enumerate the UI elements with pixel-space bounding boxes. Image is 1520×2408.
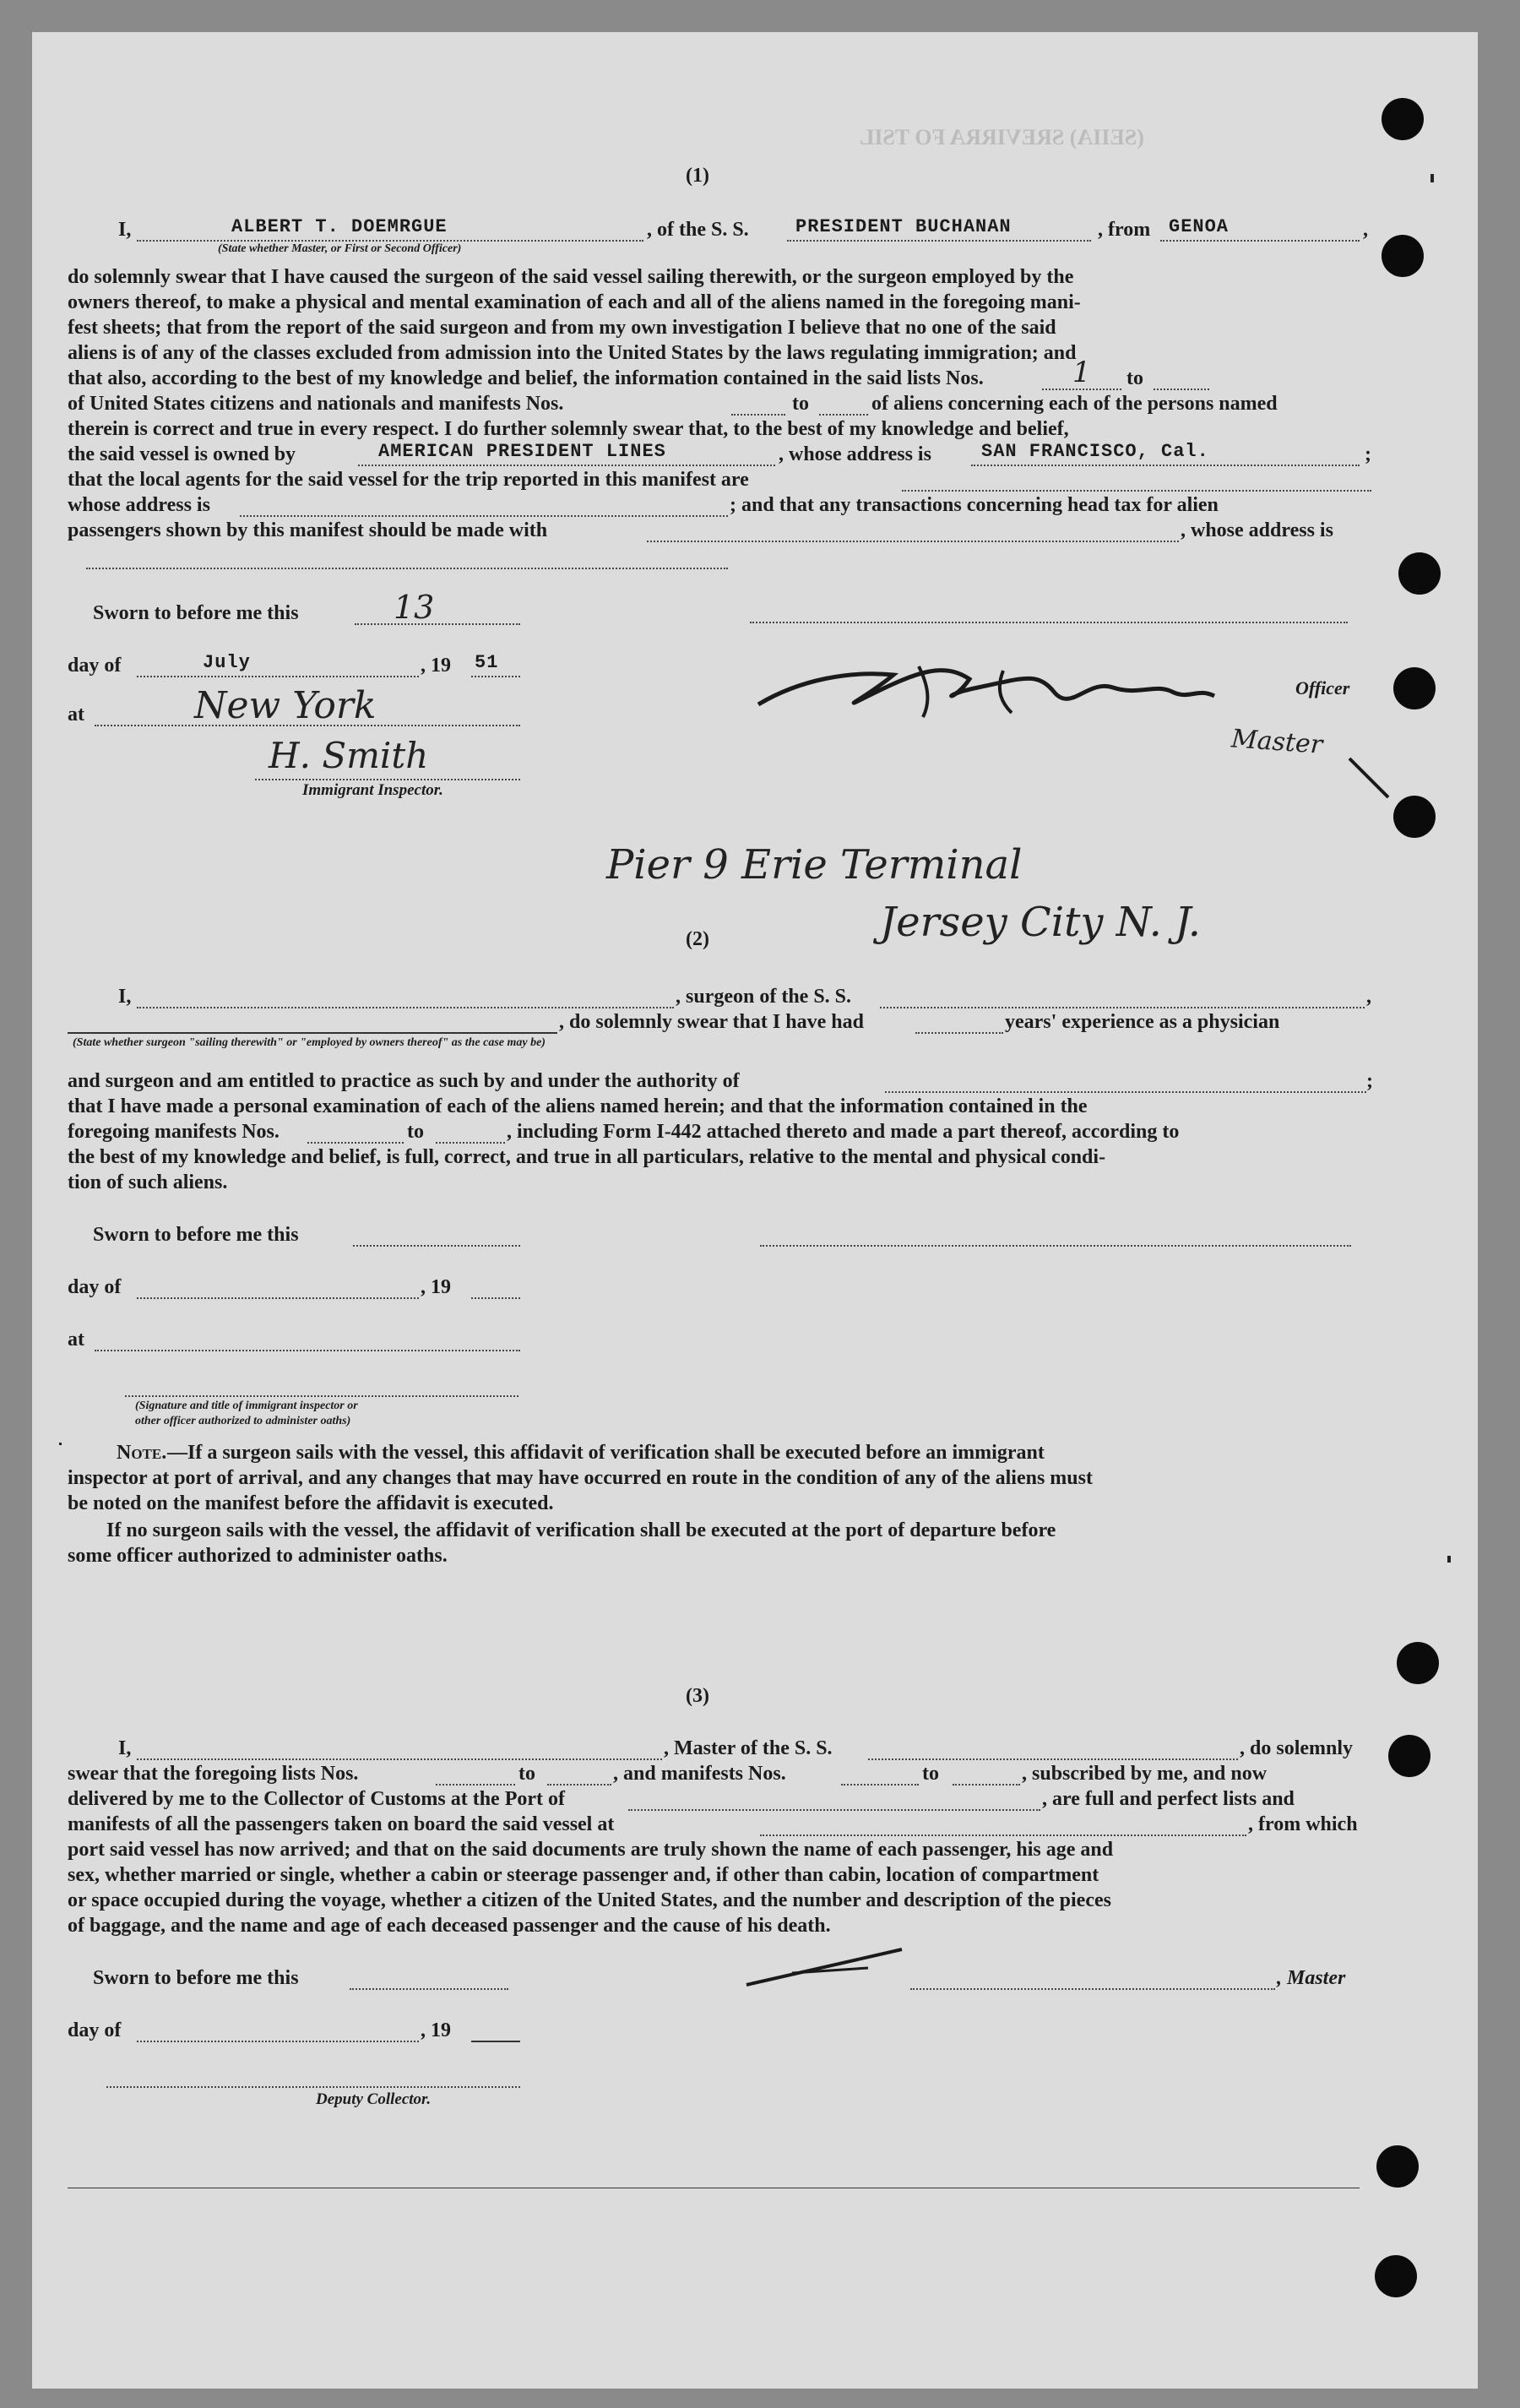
punch-hole (1393, 667, 1436, 709)
punch-hole (1398, 552, 1441, 595)
oath-body-line: do solemnly swear that I have caused the surgeon of the said vessel sailing therewith, or the surgeon employed by the (68, 266, 1074, 288)
master-signature (741, 1943, 910, 1990)
surgeon-month-line (137, 1297, 419, 1299)
owner-address: SAN FRANCISCO, Cal. (981, 441, 1209, 462)
inspector-signature: H. Smith (269, 735, 429, 776)
master-name-line (137, 1758, 662, 1760)
oath-body-line: fest sheets; that from the report of the said surgeon and from my own investigation I believe that no one of the said (68, 317, 1056, 339)
punch-hole (1388, 1735, 1430, 1777)
punch-hole (1382, 235, 1424, 277)
surgeon-year-prefix: , 19 (421, 1276, 451, 1298)
master-lists-b: , and manifests Nos. (613, 1763, 786, 1785)
punch-hole (1375, 2255, 1417, 2297)
section-two-number: (2) (686, 928, 709, 950)
agents-line: that the local agents for the said vessel for the trip reported in this manifest are (68, 469, 749, 491)
oath-body-line: aliens is of any of the classes excluded from admission into the United States by the laws regulating immigration; and (68, 342, 1077, 364)
master-manifests-from-line (841, 1784, 919, 1786)
surgeon-to-line (436, 1142, 505, 1144)
surgeon-sworn-line (353, 1245, 520, 1247)
master-body-line: of baggage, and the name and age of each deceased passenger and the cause of his death. (68, 1915, 831, 1937)
whose-value-line (240, 515, 728, 517)
master-sworn-label: Sworn to before me this (93, 1967, 299, 1989)
surgeon-signature-line (760, 1245, 1351, 1247)
surgeon-vessel-label: , surgeon of the S. S. (676, 986, 852, 1008)
vessel-name: PRESIDENT BUCHANAN (795, 216, 1012, 237)
master-vessel-label: , Master of the S. S. (664, 1737, 833, 1759)
bleed-through: (SEIIA) SREVIRRA FO TSIL (860, 125, 1144, 149)
surgeon-line-end: , (1366, 986, 1371, 1008)
master-board-a: manifests of all the passengers taken on board the said vessel at (68, 1813, 615, 1835)
vessel-line (787, 240, 1091, 242)
vessel-label: , of the S. S. (647, 219, 749, 241)
surgeon-caption: (State whether surgeon "sailing therewith" or "employed by owners thereof" as the case may be) (73, 1036, 546, 1049)
passengers-value-line (647, 541, 1179, 542)
surgeon-year-line (471, 1297, 520, 1299)
master-lists-from-line (436, 1784, 515, 1786)
master-sworn-line (350, 1988, 508, 1990)
lists-to-line (1154, 389, 1209, 390)
master-prefix: I, (118, 1737, 132, 1759)
master-lists-a: swear that the foregoing lists Nos. (68, 1763, 359, 1785)
punch-hole (1393, 796, 1436, 838)
master-signature-line (910, 1988, 1275, 1990)
master-body-line: or space occupied during the voyage, whether a citizen of the United States, and the number and description of the pieces (68, 1889, 1111, 1911)
lists-to: to (1126, 367, 1143, 389)
surgeon-body-line: the best of my knowledge and belief, is full, correct, and true in all particulars, relative to the mental and physical condi- (68, 1146, 1106, 1168)
surgeon-body-line: that I have made a personal examination of each of the aliens named herein; and that the information contained in the (68, 1095, 1088, 1117)
punch-hole (1382, 98, 1424, 140)
day-of-label: day of (68, 655, 122, 677)
master-manifests-to-line (953, 1784, 1020, 1786)
sworn-month: July (203, 652, 251, 673)
master-board-line (760, 1835, 1246, 1836)
master-lists-c: , subscribed by me, and now (1022, 1763, 1268, 1785)
lists-from-value: 1 (1072, 356, 1091, 389)
owner-line-end: ; (1365, 443, 1371, 465)
agents-value-line (902, 490, 1371, 492)
year-prefix: , 19 (421, 655, 451, 677)
owner-line (358, 465, 775, 466)
whose-line-b: ; and that any transactions concerning head tax for alien (730, 494, 1219, 516)
speck (1447, 1556, 1451, 1563)
master-manifests-to: to (922, 1763, 939, 1785)
master-line-end: , do solemnly (1240, 1737, 1354, 1759)
name-caption: (State whether Master, or First or Second Officer) (218, 242, 462, 255)
surgeon-manifests-a: foregoing manifests Nos. (68, 1121, 280, 1143)
speck (59, 1443, 62, 1445)
officer-signature (750, 645, 1223, 730)
oath-body-line: owners thereof, to make a physical and mental examination of each and all of the aliens named in the foregoing mani- (68, 291, 1081, 313)
pier-note-2: Jersey City N. J. (880, 899, 1201, 946)
sworn-label: Sworn to before me this (93, 602, 299, 624)
master-body-line: sex, whether married or single, whether a cabin or steerage passenger and, if other than cabin, location of compartment (68, 1864, 1099, 1886)
master-port-line (628, 1809, 1040, 1811)
name-line (137, 240, 643, 242)
departure-port: GENOA (1169, 216, 1230, 237)
punch-hole (1397, 1642, 1439, 1684)
inspector-line (255, 779, 520, 780)
master-year-prefix: , 19 (421, 2019, 451, 2041)
punch-hole (1376, 2145, 1419, 2188)
from-label: , from (1098, 219, 1151, 241)
citizens-line-b: of aliens concerning each of the persons named (871, 393, 1278, 415)
sworn-place: New York (194, 684, 377, 727)
surgeon-authority: and surgeon and am entitled to practice as such by and under the authority of (68, 1070, 740, 1092)
surgeon-sig-caption-2: other officer authorized to administer oaths) (135, 1415, 351, 1427)
sworn-year: 51 (475, 652, 499, 673)
correct-line: therein is correct and true in every respect. I do further solemnly swear that, to the best of my knowledge and belief, (68, 418, 1069, 440)
line-end: , (1363, 219, 1368, 241)
years-line (915, 1032, 1003, 1034)
section-one-number: (1) (686, 165, 709, 187)
pier-note-1: Pier 9 Erie Terminal (606, 841, 1023, 889)
master-day-of: day of (68, 2019, 122, 2041)
surgeon-status-line (68, 1032, 557, 1034)
citizens-from-line (731, 414, 785, 416)
master-lists-to-line (547, 1784, 611, 1786)
surgeon-to: to (407, 1121, 424, 1143)
surgeon-name-line (137, 1007, 674, 1008)
year-line (471, 676, 520, 677)
master-lists-to: to (518, 1763, 535, 1785)
surgeon-place-line (95, 1350, 520, 1351)
lists-line-text: that also, according to the best of my knowledge and belief, the information contained in the said lists Nos. (68, 367, 984, 389)
address-continuation-line (86, 568, 728, 569)
master-vessel-line (868, 1758, 1238, 1760)
master-caption: , Master (1277, 1967, 1346, 1989)
month-line (137, 676, 419, 677)
note-line: inspector at port of arrival, and any changes that may have occurred en route in the condition of any of the aliens must (68, 1467, 1093, 1489)
master-year-line (471, 2041, 520, 2042)
owner-line-a: the said vessel is owned by (68, 443, 296, 465)
master-slash (1346, 755, 1397, 806)
note-label: Note. (117, 1442, 167, 1464)
citizens-to: to (792, 393, 809, 415)
surgeon-prefix: I, (118, 986, 132, 1008)
surgeon-sig-caption-1: (Signature and title of immigrant inspector or (135, 1400, 358, 1412)
speck (1430, 174, 1434, 182)
surgeon-manifests-b: , including Form I-442 attached thereto and made a part thereof, according to (507, 1121, 1180, 1143)
surgeon-line2-b: years' experience as a physician (1005, 1011, 1280, 1033)
whose-line-a: whose address is (68, 494, 210, 516)
passengers-line-a: passengers shown by this manifest should be made with (68, 519, 548, 541)
manifest-affidavit-page (32, 32, 1478, 2389)
surgeon-at: at (68, 1329, 84, 1351)
surgeon-body-line: tion of such aliens. (68, 1171, 228, 1193)
vessel-owner: AMERICAN PRESIDENT LINES (378, 441, 666, 462)
surgeon-from-line (307, 1142, 404, 1144)
citizens-to-line (819, 414, 868, 416)
owner-address-line (971, 465, 1360, 466)
collector-line (106, 2086, 520, 2088)
note-line: some officer authorized to administer oaths. (68, 1545, 448, 1567)
collector-caption: Deputy Collector. (316, 2090, 432, 2108)
surgeon-vessel-line (880, 1007, 1365, 1008)
officer-caption: Officer (1295, 677, 1350, 698)
inspector-caption: Immigrant Inspector. (302, 781, 443, 799)
master-month-line (137, 2041, 419, 2042)
surgeon-inspector-line (125, 1395, 518, 1397)
note-line: —If a surgeon sails with the vessel, this affidavit of verification shall be executed before an immigrant (167, 1442, 1045, 1464)
surgeon-day-of: day of (68, 1276, 122, 1298)
sworn-day-line (355, 623, 520, 625)
surgeon-sworn-label: Sworn to before me this (93, 1224, 299, 1246)
owner-line-b: , whose address is (779, 443, 931, 465)
master-board-b: , from which (1248, 1813, 1358, 1835)
officer-signature-line (750, 622, 1348, 623)
authority-end: ; (1366, 1070, 1373, 1092)
passengers-line-b: , whose address is (1181, 519, 1333, 541)
master-handwritten: Master (1230, 724, 1324, 760)
note-line: be noted on the manifest before the affidavit is executed. (68, 1492, 554, 1514)
master-name: ALBERT T. DOEMRGUE (231, 216, 448, 237)
authority-line (885, 1091, 1366, 1093)
master-port-b: , are full and perfect lists and (1042, 1788, 1295, 1810)
port-line (1160, 240, 1360, 242)
master-port-a: delivered by me to the Collector of Customs at the Port of (68, 1788, 565, 1810)
at-label: at (68, 704, 84, 726)
oath-prefix: I, (118, 219, 132, 241)
master-body-line: port said vessel has now arrived; and that on the said documents are truly shown the name of each passenger, his age and (68, 1839, 1114, 1861)
sworn-day-value: 13 (394, 589, 435, 626)
section-three-number: (3) (686, 1685, 709, 1707)
note-line: If no surgeon sails with the vessel, the affidavit of verification shall be executed at the port of departure before (106, 1519, 1056, 1541)
surgeon-line2-a: , do solemnly swear that I have had (559, 1011, 864, 1033)
citizens-line-a: of United States citizens and nationals and manifests Nos. (68, 393, 564, 415)
